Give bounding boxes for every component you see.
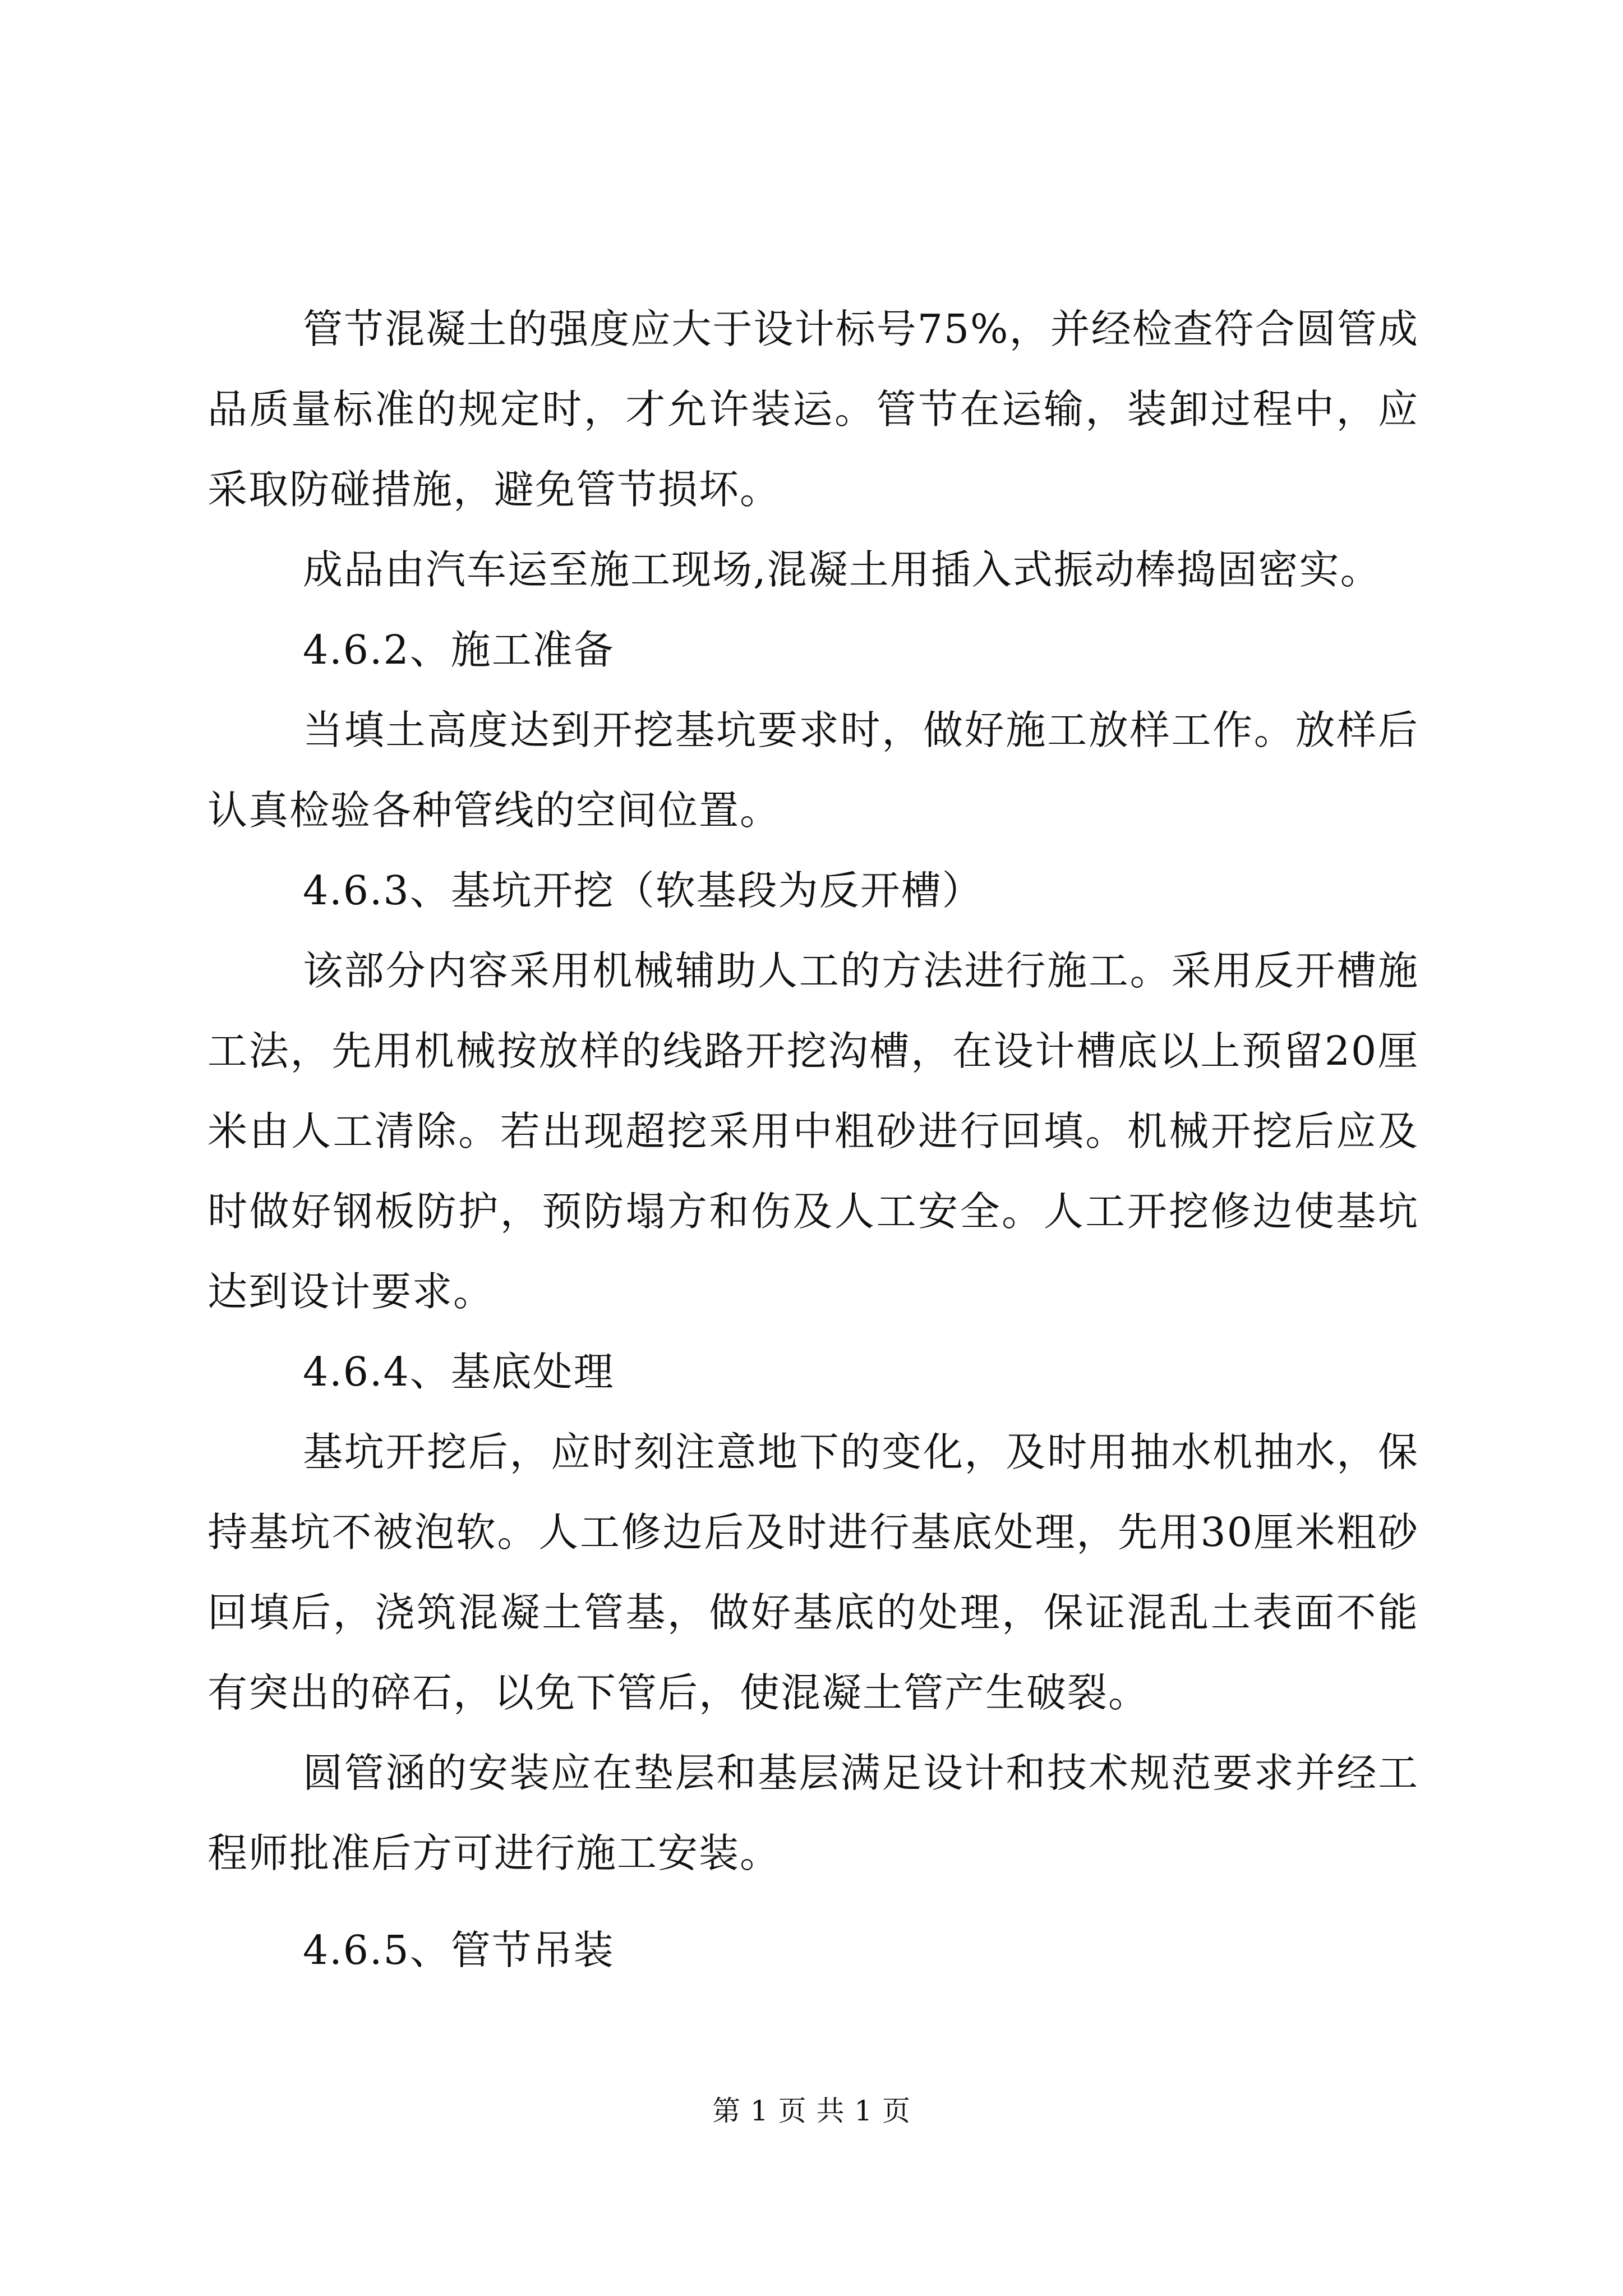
heading-4-6-4: 4.6.4、基底处理 <box>303 1349 615 1395</box>
paragraph-installation: 圆管涵的安装应在垫层和基层满足设计和技术规范要求并经工程师批准后方可进行施工安装。 <box>208 1750 1419 1876</box>
page-footer: 第 1 页 共 1 页 <box>712 2095 911 2127</box>
heading-4-6-3: 4.6.3、基坑开挖（软基段为反开槽） <box>303 867 983 914</box>
paragraph-base-treatment: 基坑开挖后，应时刻注意地下的变化，及时用抽水机抽水，保持基坑不被泡软。人工修边后及时进行基底处理，先用30厘米粗砂回填后，浇筑混凝土管基，做好基底的处理，保证混乱土表面不能有突出的碎石，以免下管后，使混凝土管产生破裂。 <box>208 1429 1419 1716</box>
document-body <box>208 289 1419 1990</box>
heading-4-6-2: 4.6.2、施工准备 <box>303 627 615 673</box>
paragraph-delivery: 成品由汽车运至施工现场,混凝土用插入式振动棒捣固密实。 <box>303 546 1381 593</box>
paragraph-excavation: 该部分内容采用机械辅助人工的方法进行施工。采用反开槽施工法，先用机械按放样的线路开挖沟槽，在设计槽底以上预留20厘米由人工清除。若出现超挖采用中粗砂进行回填。机械开挖后应及时做好钢板防护，预防塌方和伤及人工安全。人工开挖修边使基坑达到设计要求。 <box>208 947 1419 1315</box>
paragraph-preparation: 当填土高度达到开挖基坑要求时，做好施工放样工作。放样后认真检验各种管线的空间位置。 <box>208 707 1419 834</box>
heading-4-6-5: 4.6.5、管节吊装 <box>303 1927 615 1973</box>
paragraph-transport: 管节混凝土的强度应大于设计标号75%，并经检查符合圆管成品质量标准的规定时，才允许装运。管节在运输，装卸过程中，应采取防碰措施，避免管节损坏。 <box>208 306 1419 513</box>
